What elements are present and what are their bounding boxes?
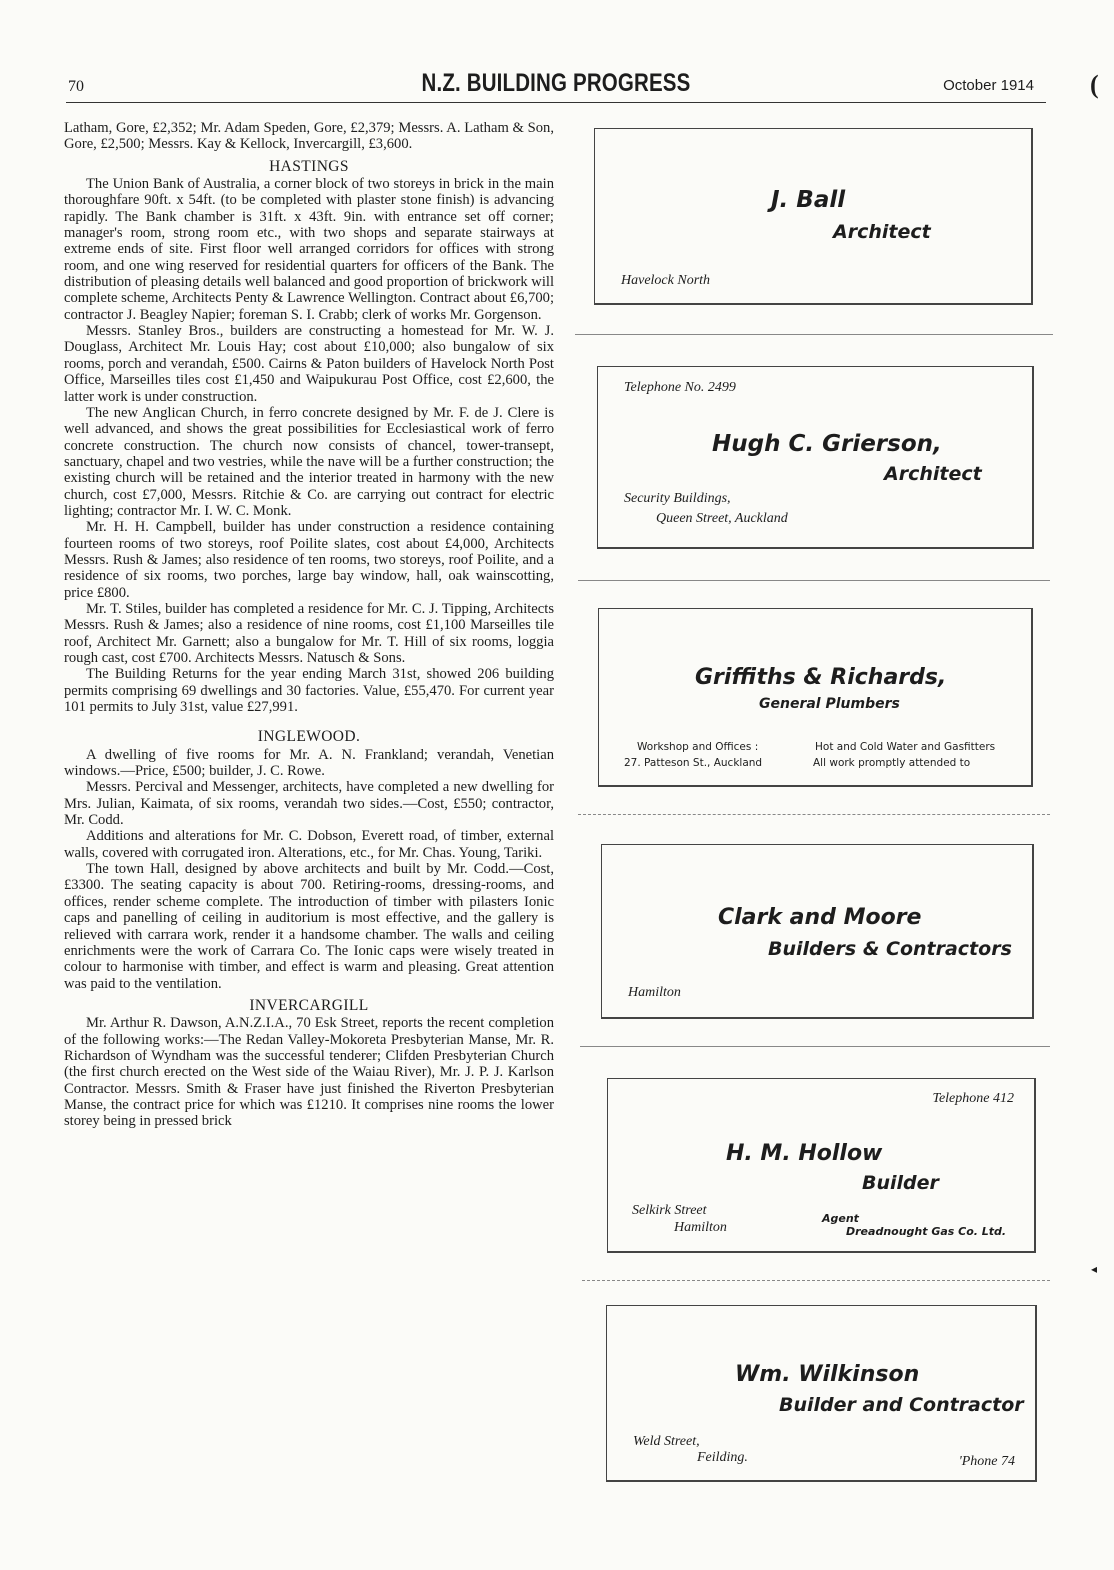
advertiser-title: Builder and Contractor: [779, 1394, 1024, 1416]
advertiser-location: Havelock North: [621, 273, 711, 288]
paragraph: Mr. H. H. Campbell, builder has under construction a residence containing fourteen rooms of two storeys, roof Poilite slates, cost about £4,000, Architects Messrs. Rush & James; also residence of ten rooms, two storeys, roof Poilite, and a residence of six rooms, two porches, large bay window, hall, oak wainscotting, price £800.: [64, 519, 554, 601]
paragraph: Mr. Arthur R. Dawson, A.N.Z.I.A., 70 Esk Street, reports the recent completion of the following works:—The Redan Valley-Mokoreta Presbyterian Manse, Mr. R. Richardson of Wyndham was the successful tenderer; Clifden Presbyterian Church (the first church erected on the West side of the Waiau River), Mr. J. P. J. Karlson Contractor. Messrs. Smith & Fraser have just finished the Riverton Presbyterian Manse, the contract price for which was £1210. It comprises nine rooms the lower storey being in pressed brick: [64, 1015, 554, 1130]
advertiser-address: Security Buildings,: [624, 491, 731, 506]
paragraph: The Building Returns for the year ending March 31st, showed 206 building permits comprising 69 dwellings and 30 factories. Value, £55,470. For current year 101 permits to July 31st, value £27,991.: [64, 666, 554, 716]
advertiser-title: Builder: [862, 1172, 939, 1194]
ad-hugh-grierson: [597, 366, 1034, 549]
paragraph: A dwelling of five rooms for Mr. A. N. Frankland; verandah, Venetian windows.—Price, £500; builder, J. C. Rowe.: [64, 746, 554, 780]
advertiser-address: Hamilton: [674, 1220, 727, 1235]
paragraph: Mr. T. Stiles, builder has completed a residence for Mr. C. J. Tipping, Architects Messrs. Rush & James; also a residence of nine rooms, cost £1,100 Marseilles tile roof, Architect Mr. Garnett; also a bungalow for Mr. T. Hill of six rooms, loggia rough cast, cost £700. Architects Messrs. Natusch & Sons.: [64, 600, 554, 666]
corner-mark: (: [1090, 70, 1099, 99]
section-heading-hastings: HASTINGS: [269, 157, 349, 175]
advertiser-location: Hamilton: [628, 985, 681, 1000]
advertiser-name: Hugh C. Grierson,: [712, 431, 942, 457]
services-line: Hot and Cold Water and Gasfitters: [815, 741, 996, 753]
paragraph: Messrs. Stanley Bros., builders are constructing a homestead for Mr. W. J. Douglass, Architect Mr. Louis Hay; cost about £10,000; also bungalow of six rooms, porch and verandah, £500. Cairns & Paton builders of Havelock North Post Office, Marseilles tiles cost £1,450 and Waipukurau Post Office, cost £2,600, the latter work is under construction.: [64, 323, 554, 405]
article-intro: Latham, Gore, £2,352; Mr. Adam Speden, Gore, £2,379; Messrs. A. Latham & Son, Gore, £2,500; Messrs. Kay & Kellock, Invercargill, £3,600.: [64, 120, 554, 153]
workshop-address: 27. Patteson St., Auckland: [624, 757, 763, 769]
advertiser-name: Wm. Wilkinson: [735, 1362, 920, 1387]
advertiser-title: Builders & Contractors: [768, 938, 1012, 960]
issue-date: October 1914: [943, 77, 1034, 94]
advertiser-title: Architect: [884, 463, 982, 485]
paragraph: The town Hall, designed by above architects and built by Mr. Codd.—Cost, £3300. The seating capacity is about 700. Retiring-rooms, dressing-rooms, and offices, render scheme complete. The introduction of timber with pilasters Ionic caps and panelling of ceiling in auditorium is most effective, and the gallery is relieved with carrara work, render it a handsome chamber. The walls and ceiling enrichments were the work of Carrara Co. The Ionic caps were wisely treated in colour to harmonise with timber, and effect is warm and pleasing. Great attention was paid to the ventilation.: [64, 861, 554, 992]
ad-separator: [578, 580, 1050, 581]
advertiser-address: Weld Street,: [633, 1434, 700, 1449]
advertiser-name: Clark and Moore: [718, 905, 922, 930]
ad-separator: [578, 814, 1050, 815]
page-header: [66, 68, 1046, 103]
ad-j-ball: [594, 128, 1033, 305]
paragraph: Additions and alterations for Mr. C. Dobson, Everett road, of timber, external walls, covered with corrugated iron. Alterations, etc., for Mr. Chas. Young, Tariki.: [64, 828, 554, 861]
advertiser-phone: 'Phone 74: [958, 1454, 1015, 1469]
ad-wm-wilkinson: [606, 1305, 1037, 1482]
margin-arrow-mark: ◂: [1091, 1262, 1098, 1276]
ad-hm-hollow: [607, 1078, 1036, 1253]
advertiser-name: J. Ball: [771, 187, 846, 213]
agent-name: Dreadnought Gas Co. Ltd.: [846, 1225, 1007, 1238]
ad-separator: [575, 334, 1053, 335]
advertiser-name: H. M. Hollow: [726, 1141, 883, 1166]
ad-separator: [580, 1046, 1050, 1047]
paragraph: The Union Bank of Australia, a corner block of two storeys in brick in the main thoroughfare 90ft. x 54ft. (to be completed with plaster stone finish) is advancing rapidly. The Bank chamber is 31ft. x 43ft. 9in. with entrance set off corner; manager's room, strong room etc., with two shops and separate stairways at extreme ends of site. First floor well arranged corridors for offices with strong room, and one wing reserved for residential quarters for officers of the Bank. The distribution of pleasing details well balanced and good proportion of brickwork will complete scheme, Architects Penty & Lawrence Wellington. Contract about £6,700; contractor J. Beagley Napier; foreman S. I. Crabb; clerk of works Mr. Gorgenson.: [64, 176, 555, 323]
advertiser-address: Feilding.: [697, 1450, 748, 1465]
page-number: 70: [68, 78, 84, 95]
paragraph: Messrs. Percival and Messenger, architects, have completed a new dwelling for Mrs. Julian, Kaimata, of six rooms, verandah two sides.—Cost, £550; contractor, Mr. Codd.: [64, 779, 554, 829]
workshop-label: Workshop and Offices :: [637, 741, 759, 753]
advertiser-title: Architect: [833, 221, 931, 243]
publication-title: N.Z. BUILDING PROGRESS: [421, 69, 691, 97]
ad-clark-moore: [601, 844, 1034, 1019]
advertiser-telephone: Telephone 412: [932, 1091, 1014, 1106]
agent-label: Agent: [822, 1212, 859, 1225]
services-line: All work promptly attended to: [813, 757, 971, 769]
advertiser-name: Griffiths & Richards,: [695, 665, 947, 690]
paragraph: The new Anglican Church, in ferro concrete designed by Mr. F. de J. Clere is well advanced, and shows the great possibilities for Ecclesiastical work of ferro concrete construction. The church now consists of chancel, tower-transept, sanctuary, chapel and two vestries, while the nave will be a further construction; the existing church will be retained and the interior treated in harmony with the new church, cost £7,000, Messrs. Ritchie & Co. are carrying out contract for electric lighting; contractor Mr. I. W. C. Monk.: [64, 404, 554, 519]
article-column: [64, 120, 554, 1130]
advertiser-address: Queen Street, Auckland: [656, 511, 788, 526]
advertiser-telephone: Telephone No. 2499: [624, 380, 736, 395]
ad-separator: [582, 1280, 1050, 1281]
section-heading-invercargill: INVERCARGILL: [249, 996, 369, 1014]
advertiser-title: General Plumbers: [759, 696, 900, 712]
section-heading-inglewood: INGLEWOOD.: [257, 728, 361, 746]
advertiser-address: Selkirk Street: [632, 1203, 707, 1218]
ad-griffiths-richards: [598, 608, 1033, 787]
